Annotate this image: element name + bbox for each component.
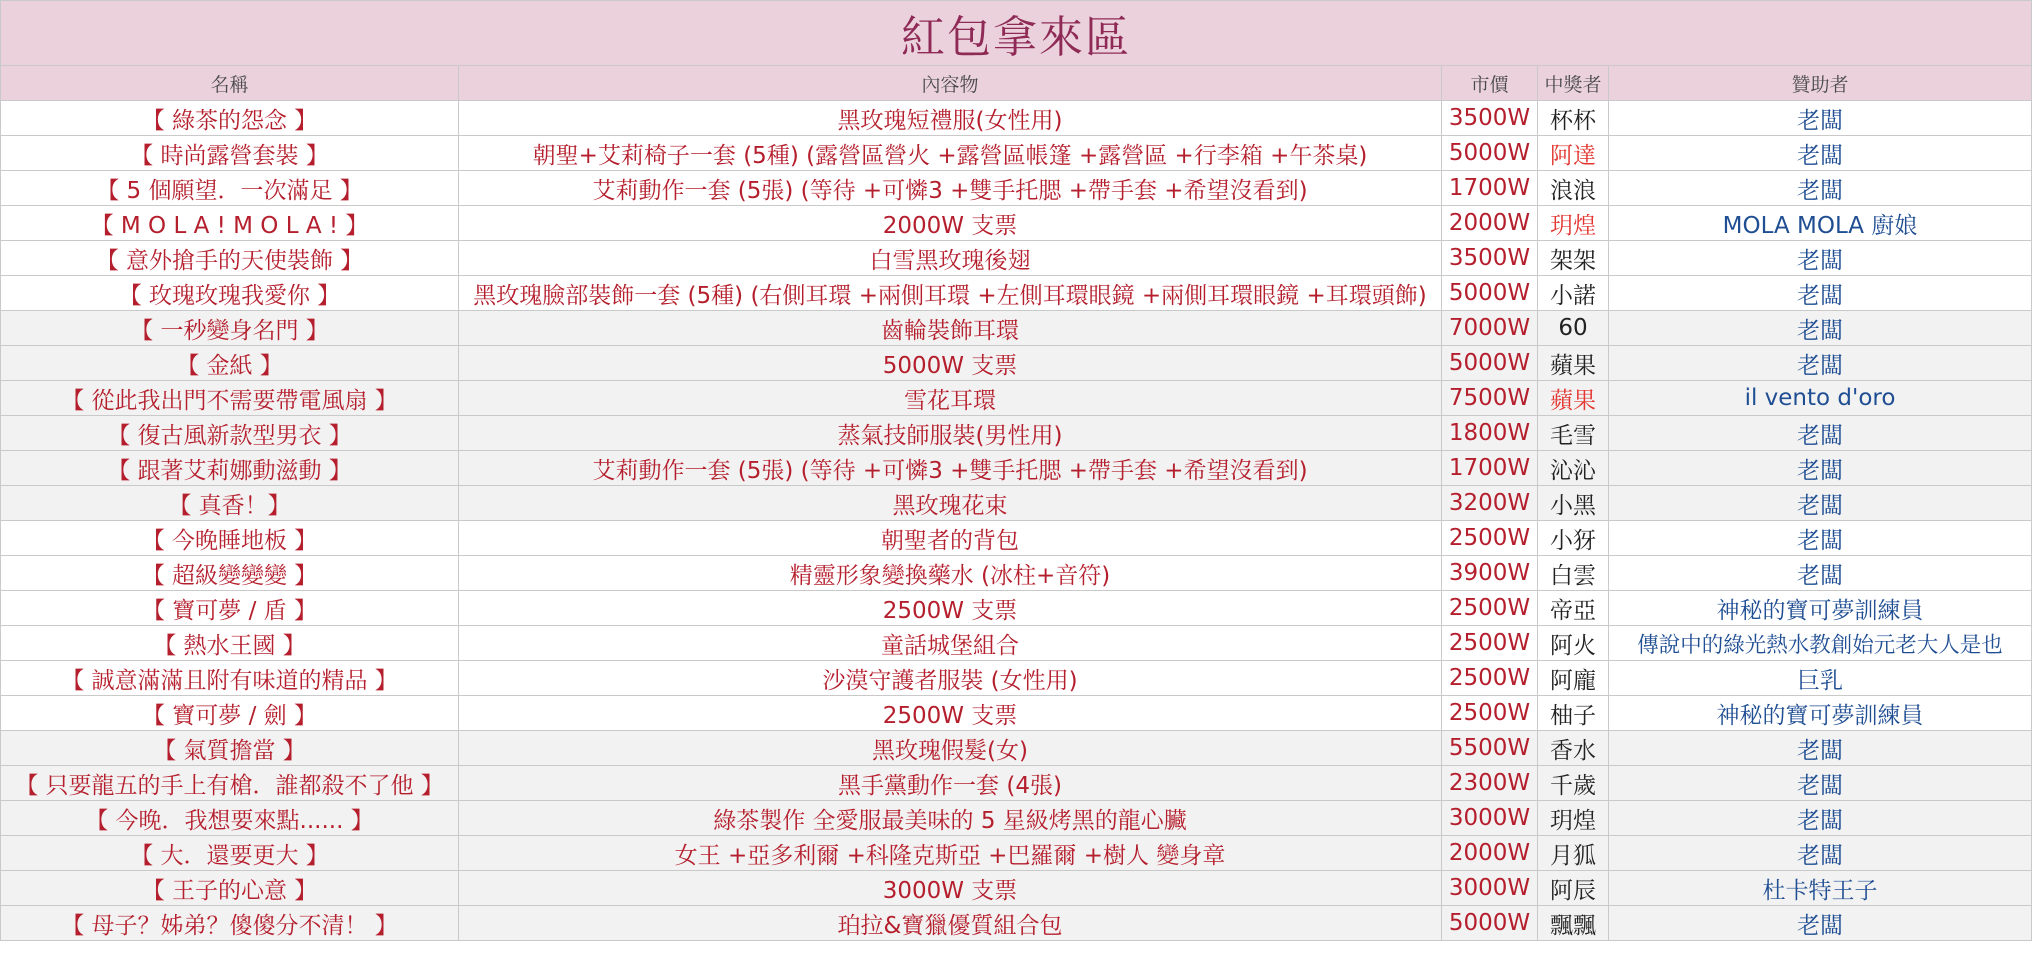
cell-winner[interactable]: 飄飄 xyxy=(1538,906,1609,941)
cell-name[interactable]: 【 今晚．我想要來點...... 】 xyxy=(1,801,459,836)
cell-winner[interactable]: 玥煌 xyxy=(1538,801,1609,836)
cell-name[interactable]: 【 誠意滿滿且附有味道的精品 】 xyxy=(1,661,459,696)
cell-price[interactable]: 5000W xyxy=(1442,346,1538,381)
cell-sponsor[interactable]: 老闆 xyxy=(1609,836,2032,871)
header-name[interactable]: 名稱 xyxy=(1,66,459,101)
cell-winner[interactable]: 阿達 xyxy=(1538,136,1609,171)
cell-sponsor[interactable]: 老闆 xyxy=(1609,346,2032,381)
cell-winner[interactable]: 阿龐 xyxy=(1538,661,1609,696)
cell-winner[interactable]: 白雲 xyxy=(1538,556,1609,591)
cell-winner[interactable]: 架架 xyxy=(1538,241,1609,276)
sheet-title[interactable]: 紅包拿來區 xyxy=(1,1,2032,66)
cell-price[interactable]: 2300W xyxy=(1442,766,1538,801)
table-row xyxy=(1,136,2032,171)
cell-winner[interactable]: 帝亞 xyxy=(1538,591,1609,626)
table-row xyxy=(1,346,2032,381)
cell-content[interactable]: 朝聖+艾莉椅子一套 (5種) (露營區營火 +露營區帳篷 +露營區 +行李箱 +午茶桌) xyxy=(459,136,1442,171)
cell-sponsor[interactable]: 老闆 xyxy=(1609,906,2032,941)
cell-price[interactable]: 3500W xyxy=(1442,241,1538,276)
cell-price[interactable]: 7500W xyxy=(1442,381,1538,416)
cell-price[interactable]: 1700W xyxy=(1442,451,1538,486)
table-row xyxy=(1,871,2032,906)
cell-winner[interactable]: 阿辰 xyxy=(1538,871,1609,906)
cell-price[interactable]: 7000W xyxy=(1442,311,1538,346)
cell-name[interactable]: 【 時尚露營套裝 】 xyxy=(1,136,459,171)
cell-content[interactable]: 蒸氣技師服裝(男性用) xyxy=(459,416,1442,451)
table-row xyxy=(1,521,2032,556)
cell-price[interactable]: 2000W xyxy=(1442,836,1538,871)
cell-content[interactable]: 黑玫瑰短禮服(女性用) xyxy=(459,101,1442,136)
cell-content[interactable]: 雪花耳環 xyxy=(459,381,1442,416)
title-row xyxy=(1,1,2032,66)
cell-sponsor[interactable]: 老闆 xyxy=(1609,101,2032,136)
cell-winner[interactable]: 小黑 xyxy=(1538,486,1609,521)
cell-winner[interactable]: 小犽 xyxy=(1538,521,1609,556)
cell-name[interactable]: 【 寶可夢 / 盾 】 xyxy=(1,591,459,626)
cell-price[interactable]: 2500W xyxy=(1442,591,1538,626)
cell-name[interactable]: 【 綠茶的怨念 】 xyxy=(1,101,459,136)
cell-sponsor[interactable]: 老闆 xyxy=(1609,451,2032,486)
cell-sponsor[interactable]: 老闆 xyxy=(1609,731,2032,766)
cell-name[interactable]: 【 M O L A ! M O L A ! 】 xyxy=(1,206,459,241)
cell-price[interactable]: 3200W xyxy=(1442,486,1538,521)
cell-content[interactable]: 精靈形象變換藥水 (冰柱+音符) xyxy=(459,556,1442,591)
table-row xyxy=(1,241,2032,276)
cell-content[interactable]: 黑玫瑰臉部裝飾一套 (5種) (右側耳環 +兩側耳環 +左側耳環眼鏡 +兩側耳環眼鏡 +耳環頭飾) xyxy=(459,276,1442,311)
cell-name[interactable]: 【 從此我出門不需要帶電風扇 】 xyxy=(1,381,459,416)
cell-sponsor[interactable]: 神秘的寶可夢訓練員 xyxy=(1609,696,2032,731)
header-winner[interactable]: 中獎者 xyxy=(1538,66,1609,101)
cell-winner[interactable]: 柚子 xyxy=(1538,696,1609,731)
cell-content[interactable]: 艾莉動作一套 (5張) (等待 +可憐3 +雙手托腮 +帶手套 +希望沒看到) xyxy=(459,171,1442,206)
cell-content[interactable]: 童話城堡組合 xyxy=(459,626,1442,661)
table-row xyxy=(1,171,2032,206)
cell-winner[interactable]: 阿火 xyxy=(1538,626,1609,661)
cell-name[interactable]: 【 氣質擔當 】 xyxy=(1,731,459,766)
cell-content[interactable]: 3000W 支票 xyxy=(459,871,1442,906)
cell-sponsor[interactable]: 傳說中的綠光熱水教創始元老大人是也 xyxy=(1609,626,2032,661)
cell-winner[interactable]: 蘋果 xyxy=(1538,346,1609,381)
cell-price[interactable]: 3500W xyxy=(1442,101,1538,136)
cell-price[interactable]: 5000W xyxy=(1442,136,1538,171)
cell-content[interactable]: 5000W 支票 xyxy=(459,346,1442,381)
cell-name[interactable]: 【 只要龍五的手上有槍．誰都殺不了他 】 xyxy=(1,766,459,801)
cell-sponsor[interactable]: 神秘的寶可夢訓練員 xyxy=(1609,591,2032,626)
cell-sponsor[interactable]: MOLA MOLA 廚娘 xyxy=(1609,206,2032,241)
cell-content[interactable]: 2500W 支票 xyxy=(459,591,1442,626)
table-row xyxy=(1,381,2032,416)
table-row xyxy=(1,311,2032,346)
cell-winner[interactable]: 千歲 xyxy=(1538,766,1609,801)
cell-name[interactable]: 【 王子的心意 】 xyxy=(1,871,459,906)
cell-sponsor[interactable]: 杜卡特王子 xyxy=(1609,871,2032,906)
table-row xyxy=(1,206,2032,241)
table-row xyxy=(1,696,2032,731)
cell-price[interactable]: 3900W xyxy=(1442,556,1538,591)
table-row xyxy=(1,906,2032,941)
table-row xyxy=(1,766,2032,801)
cell-name[interactable]: 【 超級變變變 】 xyxy=(1,556,459,591)
cell-price[interactable]: 2500W xyxy=(1442,626,1538,661)
cell-content[interactable]: 黑玫瑰花束 xyxy=(459,486,1442,521)
header-price[interactable]: 市價 xyxy=(1442,66,1538,101)
cell-winner[interactable]: 浪浪 xyxy=(1538,171,1609,206)
cell-sponsor[interactable]: 老闆 xyxy=(1609,556,2032,591)
table-row xyxy=(1,486,2032,521)
table-row xyxy=(1,451,2032,486)
header-content[interactable]: 內容物 xyxy=(459,66,1442,101)
cell-price[interactable]: 2500W xyxy=(1442,661,1538,696)
cell-price[interactable]: 1700W xyxy=(1442,171,1538,206)
cell-name[interactable]: 【 復古風新款型男衣 】 xyxy=(1,416,459,451)
cell-name[interactable]: 【 跟著艾莉娜動滋動 】 xyxy=(1,451,459,486)
cell-winner[interactable]: 小諾 xyxy=(1538,276,1609,311)
cell-price[interactable]: 3000W xyxy=(1442,801,1538,836)
cell-content[interactable]: 珀拉&寶獵優質組合包 xyxy=(459,906,1442,941)
header-row xyxy=(1,66,2032,101)
cell-sponsor[interactable]: il vento d'oro xyxy=(1609,381,2032,416)
cell-content[interactable]: 2500W 支票 xyxy=(459,696,1442,731)
table-body xyxy=(1,101,2032,941)
cell-content[interactable]: 齒輪裝飾耳環 xyxy=(459,311,1442,346)
cell-sponsor[interactable]: 老闆 xyxy=(1609,801,2032,836)
cell-winner[interactable]: 沁沁 xyxy=(1538,451,1609,486)
cell-winner[interactable]: 杯杯 xyxy=(1538,101,1609,136)
cell-price[interactable]: 2500W xyxy=(1442,521,1538,556)
cell-content[interactable]: 朝聖者的背包 xyxy=(459,521,1442,556)
cell-price[interactable]: 3000W xyxy=(1442,871,1538,906)
cell-sponsor[interactable]: 老闆 xyxy=(1609,136,2032,171)
cell-name[interactable]: 【 玫瑰玫瑰我愛你 】 xyxy=(1,276,459,311)
cell-price[interactable]: 2000W xyxy=(1442,206,1538,241)
cell-content[interactable]: 女王 +亞多利爾 +科隆克斯亞 +巴羅爾 +樹人 變身章 xyxy=(459,836,1442,871)
cell-name[interactable]: 【 母子？姊弟？傻傻分不清！ 】 xyxy=(1,906,459,941)
cell-winner[interactable]: 毛雪 xyxy=(1538,416,1609,451)
cell-price[interactable]: 5000W xyxy=(1442,906,1538,941)
cell-content[interactable]: 艾莉動作一套 (5張) (等待 +可憐3 +雙手托腮 +帶手套 +希望沒看到) xyxy=(459,451,1442,486)
cell-sponsor[interactable]: 老闆 xyxy=(1609,766,2032,801)
cell-sponsor[interactable]: 老闆 xyxy=(1609,311,2032,346)
cell-name[interactable]: 【 熱水王國 】 xyxy=(1,626,459,661)
cell-winner[interactable]: 蘋果 xyxy=(1538,381,1609,416)
cell-name[interactable]: 【 意外搶手的天使裝飾 】 xyxy=(1,241,459,276)
cell-content[interactable]: 黑手黨動作一套 (4張) xyxy=(459,766,1442,801)
cell-name[interactable]: 【 寶可夢 / 劍 】 xyxy=(1,696,459,731)
cell-winner[interactable]: 玥煌 xyxy=(1538,206,1609,241)
cell-content[interactable]: 黑玫瑰假髮(女) xyxy=(459,731,1442,766)
cell-name[interactable]: 【 金紙 】 xyxy=(1,346,459,381)
table-row xyxy=(1,416,2032,451)
cell-winner[interactable]: 60 xyxy=(1538,311,1609,346)
cell-price[interactable]: 1800W xyxy=(1442,416,1538,451)
cell-winner[interactable]: 月狐 xyxy=(1538,836,1609,871)
cell-content[interactable]: 2000W 支票 xyxy=(459,206,1442,241)
table-row xyxy=(1,556,2032,591)
cell-sponsor[interactable]: 老闆 xyxy=(1609,171,2032,206)
cell-sponsor[interactable]: 老闆 xyxy=(1609,521,2032,556)
table-row xyxy=(1,591,2032,626)
table-row xyxy=(1,731,2032,766)
table-row xyxy=(1,836,2032,871)
table-row xyxy=(1,276,2032,311)
cell-content[interactable]: 白雪黑玫瑰後翅 xyxy=(459,241,1442,276)
cell-sponsor[interactable]: 巨乳 xyxy=(1609,661,2032,696)
cell-name[interactable]: 【 今晚睡地板 】 xyxy=(1,521,459,556)
table-row xyxy=(1,661,2032,696)
cell-content[interactable]: 沙漠守護者服裝 (女性用) xyxy=(459,661,1442,696)
cell-price[interactable]: 5000W xyxy=(1442,276,1538,311)
cell-name[interactable]: 【 一秒變身名門 】 xyxy=(1,311,459,346)
cell-price[interactable]: 5500W xyxy=(1442,731,1538,766)
cell-name[interactable]: 【 5 個願望．一次滿足 】 xyxy=(1,171,459,206)
cell-name[interactable]: 【 真香！】 xyxy=(1,486,459,521)
cell-sponsor[interactable]: 老闆 xyxy=(1609,276,2032,311)
header-sponsor[interactable]: 贊助者 xyxy=(1609,66,2032,101)
cell-price[interactable]: 2500W xyxy=(1442,696,1538,731)
table-row xyxy=(1,626,2032,661)
cell-content[interactable]: 綠茶製作 全愛服最美味的 5 星級烤黑的龍心臟 xyxy=(459,801,1442,836)
cell-winner[interactable]: 香水 xyxy=(1538,731,1609,766)
cell-sponsor[interactable]: 老闆 xyxy=(1609,416,2032,451)
cell-name[interactable]: 【 大．還要更大 】 xyxy=(1,836,459,871)
cell-sponsor[interactable]: 老闆 xyxy=(1609,486,2032,521)
table-row xyxy=(1,101,2032,136)
cell-sponsor[interactable]: 老闆 xyxy=(1609,241,2032,276)
table-row xyxy=(1,801,2032,836)
